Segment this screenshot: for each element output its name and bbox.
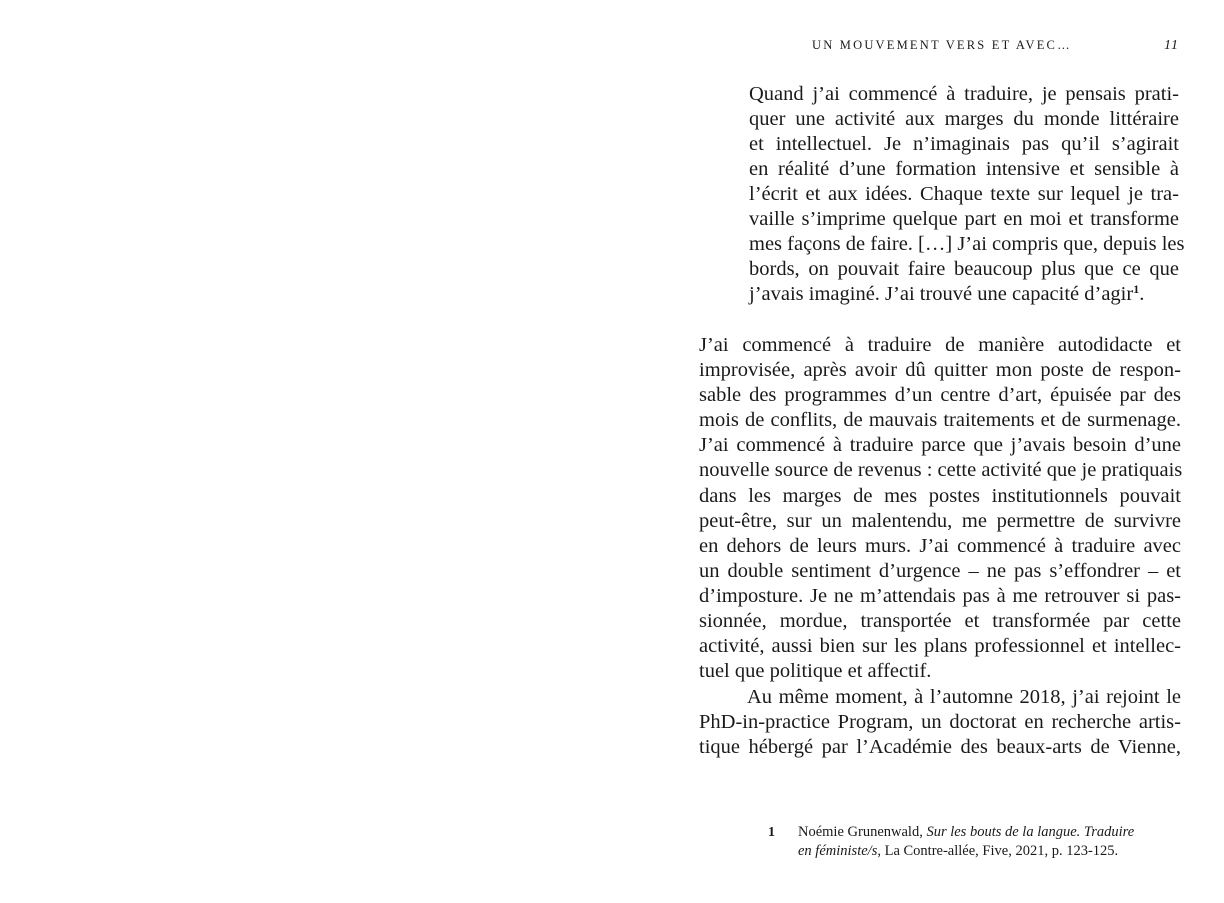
body-line: tique hébergé par l’Académie des beaux-arts de Vienne,	[699, 736, 1181, 758]
body-line: peut-être, sur un malentendu, me permettre de survivre	[699, 510, 1181, 532]
body-line: un double sentiment d’urgence – ne pas s’effondrer – et	[699, 560, 1181, 582]
body-line: mois de conflits, de mauvais traitements et de surmenage.	[699, 409, 1181, 431]
body-line: tuel que politique et affectif.	[699, 660, 932, 682]
footnote-title: Sur les bouts de la langue. Traduire	[926, 824, 1135, 840]
quote-line: Quand j’ai commencé à traduire, je pensais prati-	[749, 83, 1179, 105]
quote-line: quer une activité aux marges du monde littéraire	[749, 108, 1179, 130]
body-line: sable des programmes d’un centre d’art, épuisée par des	[699, 384, 1181, 406]
footnote-number: 1	[768, 825, 775, 840]
body-line-indented: Au même moment, à l’automne 2018, j’ai rejoint le	[747, 686, 1181, 708]
body-line: dans les marges de mes postes institutionnels pouvait	[699, 485, 1181, 507]
body-line: improvisée, après avoir dû quitter mon poste de respon-	[699, 359, 1181, 381]
quote-end-punct: .	[1139, 283, 1145, 305]
footnote-reference[interactable]: 1	[1133, 282, 1140, 296]
body-line: activité, aussi bien sur les plans professionnel et intellec-	[699, 635, 1181, 657]
body-line: nouvelle source de revenus : cette activité que je pratiquais	[699, 459, 1183, 481]
body-line: J’ai commencé à traduire parce que j’avais besoin d’une	[699, 434, 1181, 456]
body-line: sionnée, mordue, transportée et transformée par cette	[699, 610, 1181, 632]
footnote-title-cont: en féministe/s	[798, 843, 878, 859]
quote-line: vaille s’imprime quelque part en moi et transforme	[749, 208, 1179, 230]
page-number: 11	[1164, 38, 1179, 53]
quote-line: bords, on pouvait faire beaucoup plus que ce que	[749, 258, 1179, 280]
quote-line: en réalité d’une formation intensive et sensible à	[749, 158, 1179, 180]
body-line: en dehors de leurs murs. J’ai commencé à traduire avec	[699, 535, 1181, 557]
footnote-line-1	[798, 823, 1134, 842]
body-line: PhD-in-practice Program, un doctorat en recherche artis-	[699, 711, 1181, 733]
quote-line: j’avais imaginé. J’ai trouvé une capacité d’agir	[749, 283, 1134, 305]
quote-last-line	[749, 282, 1179, 307]
running-title: UN MOUVEMENT VERS ET AVEC…	[812, 38, 1072, 52]
body-line: d’imposture. Je ne m’attendais pas à me retrouver si pas-	[699, 585, 1181, 607]
footnote-author: Noémie Grunenwald,	[798, 824, 923, 840]
quote-line: mes façons de faire. […] J’ai compris que, depuis les	[749, 233, 1185, 255]
quote-line: l’écrit et aux idées. Chaque texte sur lequel je tra-	[749, 183, 1179, 205]
footnote-publication: , La Contre-allée, Five, 2021, p. 123-125.	[877, 843, 1119, 859]
body-line: J’ai commencé à traduire de manière autodidacte et	[699, 334, 1181, 356]
quote-line: et intellectuel. Je n’imaginais pas qu’il s’agirait	[749, 133, 1179, 155]
footnote-line-2	[798, 842, 1118, 861]
